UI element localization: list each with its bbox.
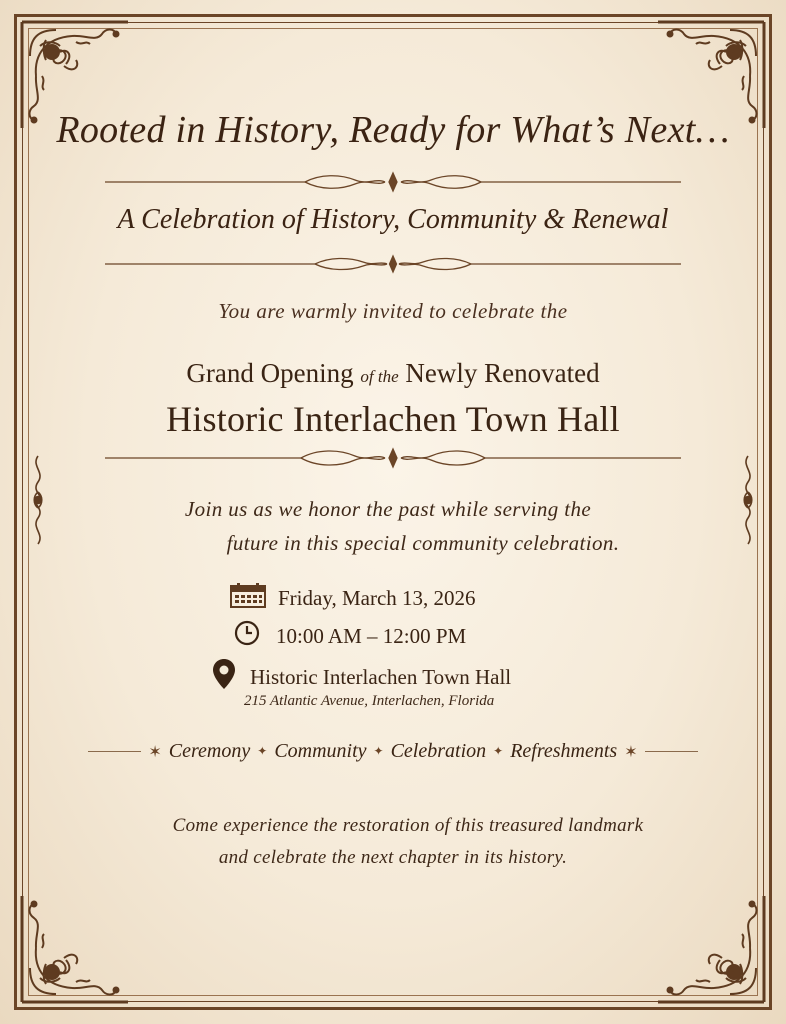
map-pin-icon xyxy=(212,658,236,696)
star-icon: ✶ xyxy=(624,743,638,761)
closing-line2: and celebrate the next chapter in its history. xyxy=(218,847,568,868)
tagline-item: Refreshments xyxy=(510,740,618,762)
event-title-line1 xyxy=(0,358,786,389)
tagline-item: Celebration xyxy=(390,740,487,762)
description-line2: future in this special community celebration. xyxy=(226,531,620,555)
clock-icon xyxy=(232,620,264,652)
calendar-icon xyxy=(230,582,266,614)
event-address: 215 Atlantic Avenue, Interlachen, Florida xyxy=(244,693,495,709)
ornamental-divider xyxy=(105,170,681,194)
tagline-rule-right xyxy=(645,751,698,752)
event-venue xyxy=(212,658,511,696)
invitation-line: You are warmly invited to celebrate the xyxy=(218,299,568,323)
event-time xyxy=(232,620,466,652)
description xyxy=(0,492,786,560)
corner-flourish-icon xyxy=(16,890,134,1008)
event-title-part1: Grand Opening xyxy=(186,358,354,388)
event-title-name: Historic Interlachen Town Hall xyxy=(166,399,620,439)
diamond-icon: ✦ xyxy=(373,744,384,758)
tagline-item: Community xyxy=(274,740,367,762)
subheading: A Celebration of History, Community & Renewal xyxy=(117,204,669,235)
star-icon: ✶ xyxy=(148,743,162,761)
tagline-rule-left xyxy=(88,751,141,752)
diamond-icon: ✦ xyxy=(493,744,504,758)
closing xyxy=(0,810,786,874)
ornamental-divider xyxy=(105,252,681,276)
corner-flourish-icon xyxy=(652,890,770,1008)
event-title-part2: Newly Renovated xyxy=(405,358,600,388)
closing-line1: Come experience the restoration of this treasured landmark xyxy=(172,815,644,836)
tagline xyxy=(88,740,698,763)
event-time-text: 10:00 AM – 12:00 PM xyxy=(276,623,467,648)
description-line1: Join us as we honor the past while serving the xyxy=(184,497,592,521)
event-title-connector: of the xyxy=(360,367,399,386)
event-venue-text: Historic Interlachen Town Hall xyxy=(250,664,512,689)
diamond-icon: ✦ xyxy=(257,744,268,758)
ornamental-divider xyxy=(105,446,681,470)
headline: Rooted in History, Ready for What’s Next… xyxy=(56,109,730,151)
tagline-item: Ceremony xyxy=(168,740,251,762)
event-date xyxy=(230,582,476,614)
event-date-text: Friday, March 13, 2026 xyxy=(278,585,476,610)
